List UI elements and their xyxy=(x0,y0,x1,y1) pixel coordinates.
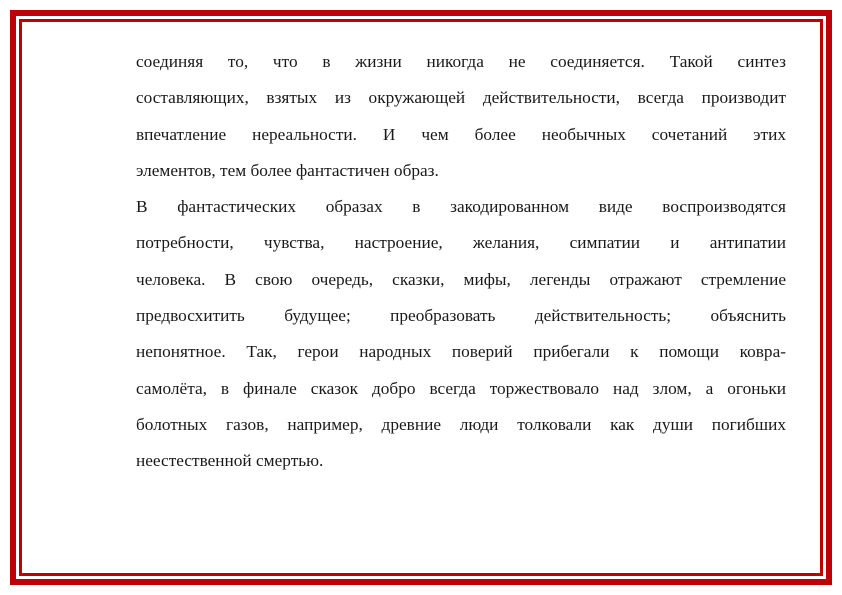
text-line: непонятное. Так, герои народных поверий прибегали к помощи ковра- xyxy=(136,342,786,362)
text-line: болотных газов, например, древние люди толковали как души погибших xyxy=(136,414,786,434)
body-text xyxy=(136,44,786,480)
text-line: элементов, тем более фантастичен образ. xyxy=(136,160,439,180)
text-line: самолёта, в финале сказок добро всегда торжествовало над злом, а огоньки xyxy=(136,378,786,398)
text-line: составляющих, взятых из окружающей действительности, всегда производит xyxy=(136,88,786,108)
text-line: В фантастических образах в закодированном виде воспроизводятся xyxy=(136,197,786,217)
text-line: предвосхитить будущее; преобразовать действительность; объяснить xyxy=(136,306,786,326)
paragraph-1 xyxy=(136,44,786,189)
paragraph-2 xyxy=(136,189,786,479)
text-line: неестественной смертью. xyxy=(136,451,324,471)
text-line: потребности, чувства, настроение, желания, симпатии и антипатии xyxy=(136,233,786,253)
text-line: впечатление нереальности. И чем более необычных сочетаний этих xyxy=(136,124,786,144)
text-line: соединяя то, что в жизни никогда не соединяется. Такой синтез xyxy=(136,52,786,71)
text-line: человека. В свою очередь, сказки, мифы, легенды отражают стремление xyxy=(136,269,786,289)
